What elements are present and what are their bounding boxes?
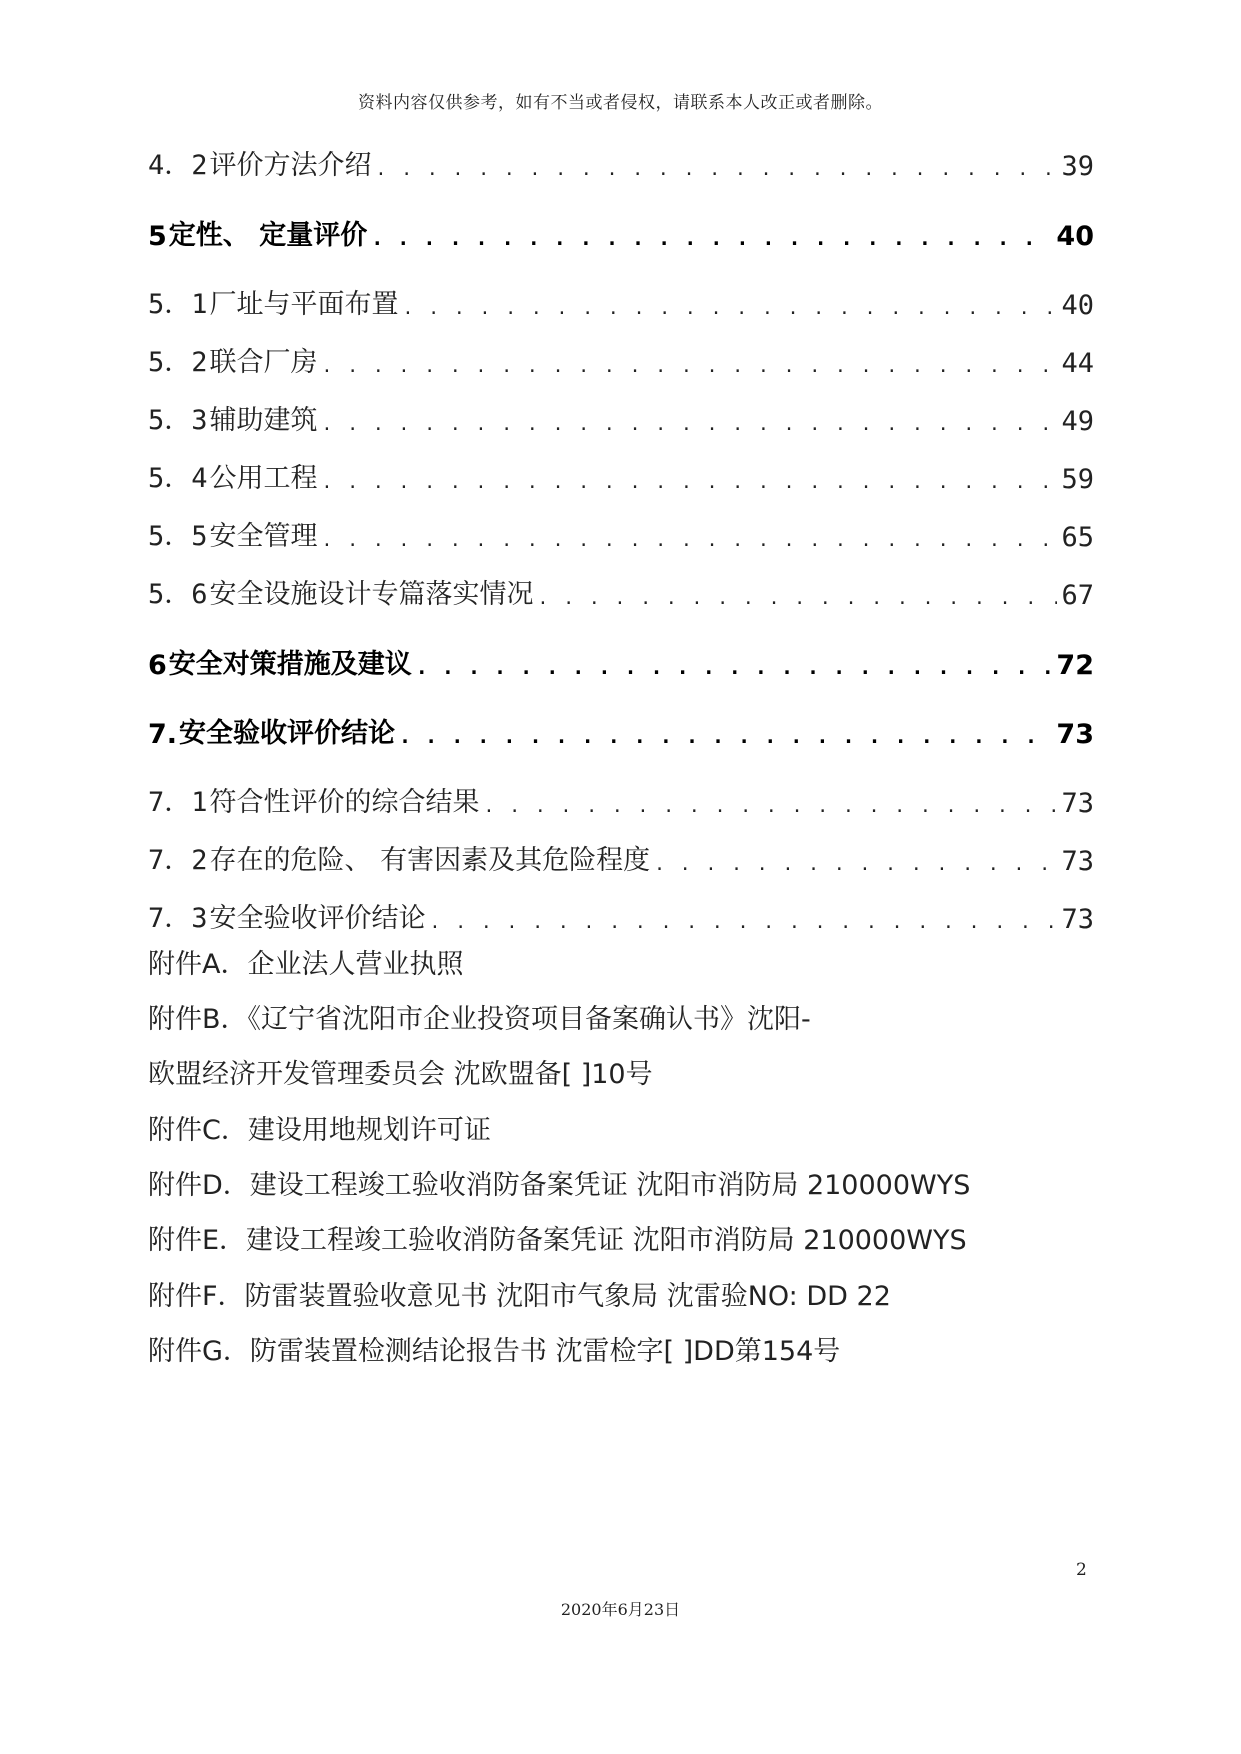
appendix-line: 附件C．建设用地规划许可证 [148,1115,491,1146]
toc-leader-dots [399,710,1052,750]
toc-entry[interactable] [148,339,1094,379]
toc-leader-dots [376,142,1058,182]
toc-entry[interactable] [148,779,1094,819]
header-notice: 资料内容仅供参考，如有不当或者侵权，请联系本人改正或者删除。 [358,93,883,113]
toc-entry-page: 67 [1061,580,1094,611]
toc-leader-dots [371,212,1052,252]
toc-leader-dots [430,895,1058,935]
toc-entry-page: 49 [1061,406,1094,437]
toc-entry-page: 44 [1061,348,1094,379]
toc-entry-title: 安全设施设计专篇落实情况 [209,579,534,610]
toc-entry-title: 联合厂房 [209,347,318,378]
toc-entry[interactable] [148,895,1094,935]
appendix-line: 附件B．《辽宁省沈阳市企业投资项目备案确认书》沈阳- [148,1004,811,1035]
toc-entry[interactable] [148,281,1094,321]
toc-entry-number: 5．1 [148,289,208,320]
toc-entry-number: 5．3 [148,405,208,436]
toc-entry-page: 72 [1056,650,1094,681]
toc-entry-number: 5．6 [148,579,208,610]
toc-entry-title: 安全验收评价结论 [179,718,396,749]
toc-leader-dots [322,397,1058,437]
toc-leader-dots [484,779,1058,819]
appendix-line: 附件E．建设工程竣工验收消防备案凭证 沈阳市消防局 210000WYS [148,1225,967,1256]
toc-entry-title: 公用工程 [209,463,318,494]
appendix-line: 附件G．防雷装置检测结论报告书 沈雷检字[ ]DD第154号 [148,1336,841,1367]
toc-entry-title: 存在的危险、 有害因素及其危险程度 [209,845,651,876]
toc-entry[interactable] [148,513,1094,553]
footer-date: 2020年6月23日 [560,1600,681,1619]
toc-entry-page: 40 [1056,221,1094,252]
toc-entry[interactable] [148,212,1094,252]
toc-entry[interactable] [148,455,1094,495]
toc-entry-page: 73 [1061,904,1094,935]
toc-entry-number: 4．2 [148,150,208,181]
toc-entry-page: 73 [1056,719,1094,750]
toc-entry-number: 7．2 [148,845,208,876]
toc-entry-title: 安全验收评价结论 [209,903,426,934]
toc-leader-dots [322,455,1058,495]
toc-entry-number: 5．5 [148,521,208,552]
toc-entry-page: 59 [1061,464,1094,495]
toc-entry-title: 符合性评价的综合结果 [209,787,480,818]
toc-entry-page: 40 [1061,290,1094,321]
toc-leader-dots [322,513,1058,553]
toc-entry-title: 厂址与平面布置 [209,289,399,320]
appendix-line: 附件A．企业法人营业执照 [148,949,464,980]
toc-entry-page: 65 [1061,522,1094,553]
toc-entry-page: 39 [1061,151,1094,182]
toc-entry-number: 5 [148,221,167,252]
toc-entry[interactable] [148,710,1094,750]
appendix-line: 欧盟经济开发管理委员会 沈欧盟备[ ]10号 [148,1059,653,1090]
toc-entry[interactable] [148,837,1094,877]
toc-entry-title: 安全管理 [209,521,318,552]
toc-leader-dots [654,837,1057,877]
toc-entry-title: 评价方法介绍 [209,150,372,181]
toc-entry-title: 辅助建筑 [209,405,318,436]
toc-entry-title: 安全对策措施及建议 [168,649,412,680]
toc-entry-page: 73 [1061,788,1094,819]
toc-entry-number: 5．2 [148,347,208,378]
toc-leader-dots [416,641,1053,681]
toc-entry-page: 73 [1061,846,1094,877]
toc-entry[interactable] [148,641,1094,681]
toc-entry-number: 7．3 [148,903,208,934]
toc-entry-title: 定性、 定量评价 [168,220,368,251]
toc-entry[interactable] [148,571,1094,611]
toc-entry-number: 5．4 [148,463,208,494]
toc-leader-dots [538,571,1058,611]
toc-entry-number: 7. [148,719,178,750]
toc-leader-dots [403,281,1058,321]
appendix-line: 附件F．防雷装置验收意见书 沈阳市气象局 沈雷验NO: DD 22 [148,1281,891,1312]
toc-entry-number: 6 [148,650,167,681]
page-number: 2 [1076,1560,1087,1580]
toc-entry-number: 7．1 [148,787,208,818]
appendix-line: 附件D．建设工程竣工验收消防备案凭证 沈阳市消防局 210000WYS [148,1170,971,1201]
toc-leader-dots [322,339,1058,379]
toc-entry[interactable] [148,142,1094,182]
toc-entry[interactable] [148,397,1094,437]
